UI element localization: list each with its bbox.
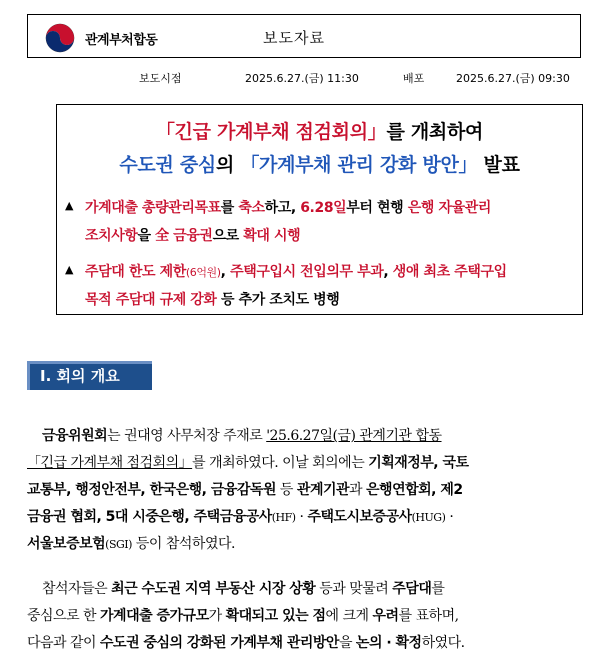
- section-heading: Ⅰ. 회의 개요: [27, 361, 152, 390]
- distribution-label: 배포: [403, 72, 425, 85]
- government-emblem-icon: [45, 23, 75, 53]
- body-text: 주담대: [392, 581, 432, 597]
- headline-region: 수도권 중심: [119, 154, 216, 176]
- body-text: 하였다.: [421, 635, 465, 651]
- bullet-text: 주담대 한도 제한: [85, 264, 186, 280]
- body-text: (HUG): [411, 511, 446, 524]
- body-text: 서울보증보험: [27, 536, 106, 552]
- body-text: ·: [295, 509, 308, 525]
- headline-text: 의: [215, 154, 241, 176]
- body-text: 가: [208, 608, 226, 624]
- body-text: 를 개최하였다. 이날 회의에는: [192, 455, 369, 471]
- bullet-text: 6.28일: [300, 200, 347, 216]
- body-text: 금융위원회: [42, 428, 108, 444]
- headline-line-1: [57, 117, 582, 144]
- body-p1-line-1: [42, 425, 442, 445]
- headline-text: 발표: [477, 154, 520, 176]
- headline-text: 를 개최하여: [386, 121, 484, 143]
- body-text: '25.6.27일(금) 관계기관 합동: [266, 428, 442, 444]
- bullet-text: 를: [220, 200, 239, 216]
- body-text: 는 권대영 사무처장 주재로: [107, 428, 267, 444]
- doc-type-label: 보도자료: [263, 29, 325, 47]
- bullet-text: 하고,: [264, 200, 301, 216]
- body-text: 「긴급 가계부채 점검회의」: [27, 455, 193, 471]
- headline-meeting-name: 「긴급 가계부채 점검회의」: [155, 121, 387, 143]
- body-p1-line-4: [27, 506, 453, 526]
- headline-box: [56, 104, 583, 315]
- body-text: 등이 참석하였다.: [131, 536, 235, 552]
- bullet-text: 확대 시행: [243, 228, 301, 244]
- bullet-text: 생애 최초 주택구입: [392, 264, 507, 280]
- bullet-text: 주택구입시 전입의무 부과: [230, 264, 384, 280]
- bullet-text: ,: [383, 264, 393, 280]
- body-text: 등: [275, 482, 297, 498]
- body-text: 다음과 같이: [27, 635, 101, 651]
- body-p1-line-2: [27, 452, 469, 472]
- body-p2-line-2: [27, 605, 459, 625]
- body-text: 참석자들은: [42, 581, 112, 597]
- body-p1-line-5: [27, 533, 235, 553]
- body-text: (HF): [271, 511, 296, 524]
- headline-line-2: [57, 150, 582, 177]
- body-text: 수도권 중심의 강화된 가계부채 관리방안: [100, 635, 339, 651]
- body-text: 논의 · 확정: [355, 635, 422, 651]
- body-text: 기획재정부, 국토: [368, 455, 469, 471]
- bullet-2-line-1: [85, 261, 507, 281]
- body-text: 를 표하며,: [398, 608, 459, 624]
- bullet-text: 조치사항: [85, 228, 138, 244]
- body-text: (SGI): [105, 538, 132, 551]
- release-time-label: 보도시점: [139, 72, 182, 85]
- body-text: 에 크게: [325, 608, 373, 624]
- bullet-text: ,: [220, 264, 231, 280]
- body-text: 를: [431, 581, 445, 597]
- agency-name: 관계부처합동: [85, 33, 158, 48]
- body-text: 교통부, 행정안전부, 한국은행, 금융감독원: [27, 482, 276, 498]
- bullet-text: 은행 자율관리: [407, 200, 491, 216]
- body-text: 은행연합회, 제2: [366, 482, 463, 498]
- triangle-bullet-icon: ▲: [65, 263, 74, 276]
- body-text: 금융권 협회, 5대 시중은행, 주택금융공사: [27, 509, 272, 525]
- release-time-value: 2025.6.27.(금) 11:30: [245, 72, 359, 85]
- body-p2-line-3: [27, 632, 465, 652]
- bullet-text: 축소: [238, 200, 265, 216]
- bullet-text: 목적 주담대 규제 강화: [85, 292, 217, 308]
- bullet-text: 全 금융권: [155, 228, 213, 244]
- bullet-text: (6억원): [185, 266, 221, 279]
- body-text: 을: [338, 635, 356, 651]
- body-p1-line-3: [27, 479, 463, 499]
- triangle-bullet-icon: ▲: [65, 199, 74, 212]
- bullet-text: 으로: [212, 228, 244, 244]
- body-text: 우려: [372, 608, 399, 624]
- header-box: [27, 14, 581, 58]
- body-p2-line-1: [42, 578, 444, 598]
- body-text: 과: [349, 482, 367, 498]
- bullet-text: 등 추가 조치도 병행: [216, 292, 340, 308]
- body-text: 중심으로 한: [27, 608, 101, 624]
- bullet-text: 을: [137, 228, 156, 244]
- body-text: 주택도시보증공사: [307, 509, 412, 525]
- bullet-2-line-2: [85, 289, 339, 309]
- body-text: ·: [445, 509, 454, 525]
- body-text: 관계기관: [296, 482, 350, 498]
- body-text: 최근 수도권 지역 부동산 시장 상황: [111, 581, 316, 597]
- body-text: 등과 맞물려: [315, 581, 393, 597]
- distribution-value: 2025.6.27.(금) 09:30: [456, 72, 570, 85]
- bullet-1-line-2: [85, 225, 300, 245]
- headline-plan-name: 「가계부채 관리 강화 방안」: [240, 154, 478, 176]
- body-text: 가계대출 증가규모: [100, 608, 209, 624]
- bullet-text: 가계대출 총량관리목표: [85, 200, 221, 216]
- body-text: 확대되고 있는 점: [225, 608, 326, 624]
- bullet-text: 부터 현행: [346, 200, 408, 216]
- bullet-1-line-1: [85, 197, 491, 217]
